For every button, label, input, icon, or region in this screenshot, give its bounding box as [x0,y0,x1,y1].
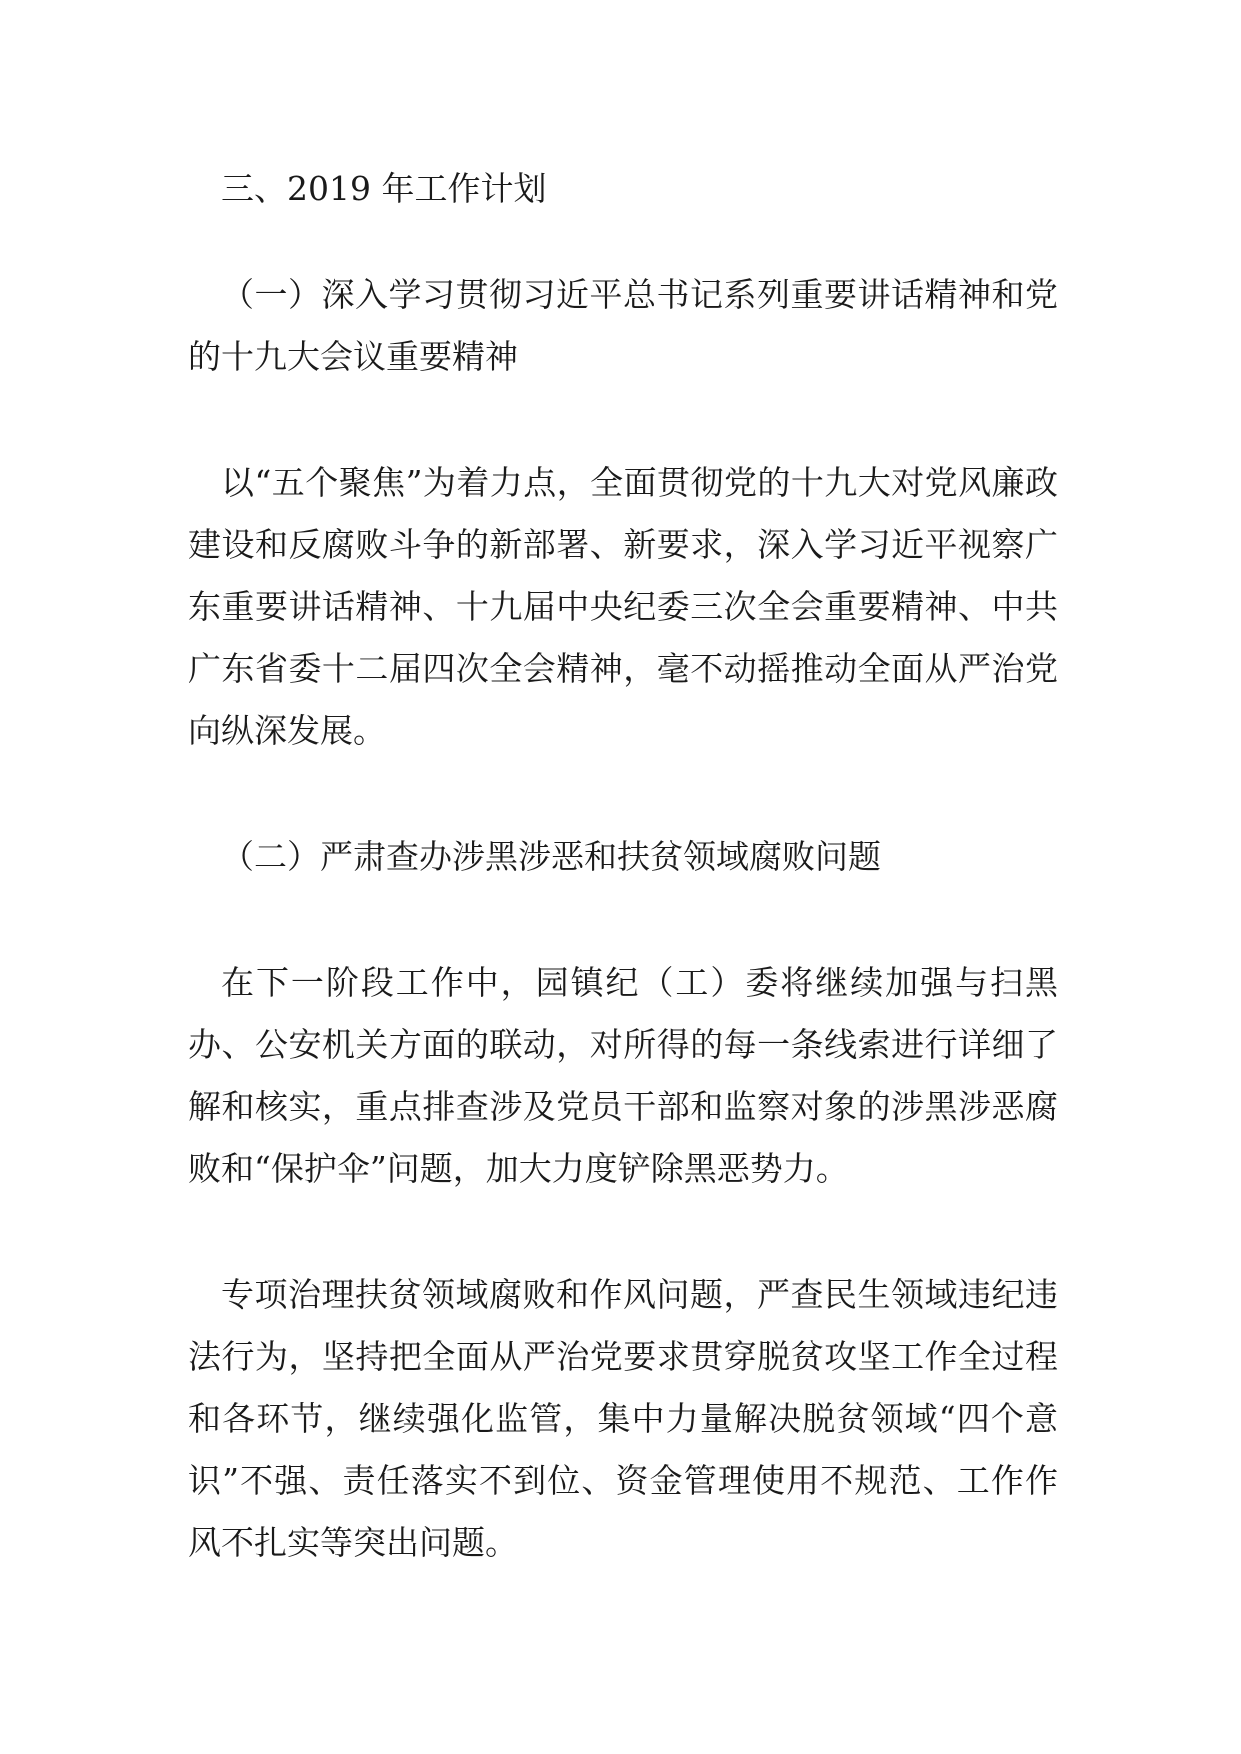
subheading-two: （二）严肃查办涉黑涉恶和扶贫领域腐败问题 [221,837,881,876]
paragraph-crackdown: 在下一阶段工作中，园镇纪（工）委将继续加强与扫黑办、公安机关方面的联动，对所得的每一条线索进行详细了解和核实，重点排查涉及党员干部和监察对象的涉黑涉恶腐败和“保护伞”问题，加大力度铲除黑恶势力。 [188,963,1058,1188]
subheading-one: （一）深入学习贯彻习近平总书记系列重要讲话精神和党的十九大会议重要精神 [188,275,1058,376]
paragraph-poverty: 专项治理扶贫领域腐败和作风问题，严查民生领域违纪违法行为，坚持把全面从严治党要求贯穿脱贫攻坚工作全过程和各环节，继续强化监管，集中力量解决脱贫领域“四个意识”不强、责任落实不到位、资金管理使用不规范、工作作风不扎实等突出问题。 [188,1275,1058,1562]
paragraph-study: 以“五个聚焦”为着力点，全面贯彻党的十九大对党风廉政建设和反腐败斗争的新部署、新要求，深入学习近平视察广东重要讲话精神、十九届中央纪委三次全会重要精神、中共广东省委十二届四次全会精神，毫不动摇推动全面从严治党向纵深发展。 [188,463,1058,750]
section-heading: 三、2019 年工作计划 [221,169,547,208]
document-body [188,158,1058,1574]
